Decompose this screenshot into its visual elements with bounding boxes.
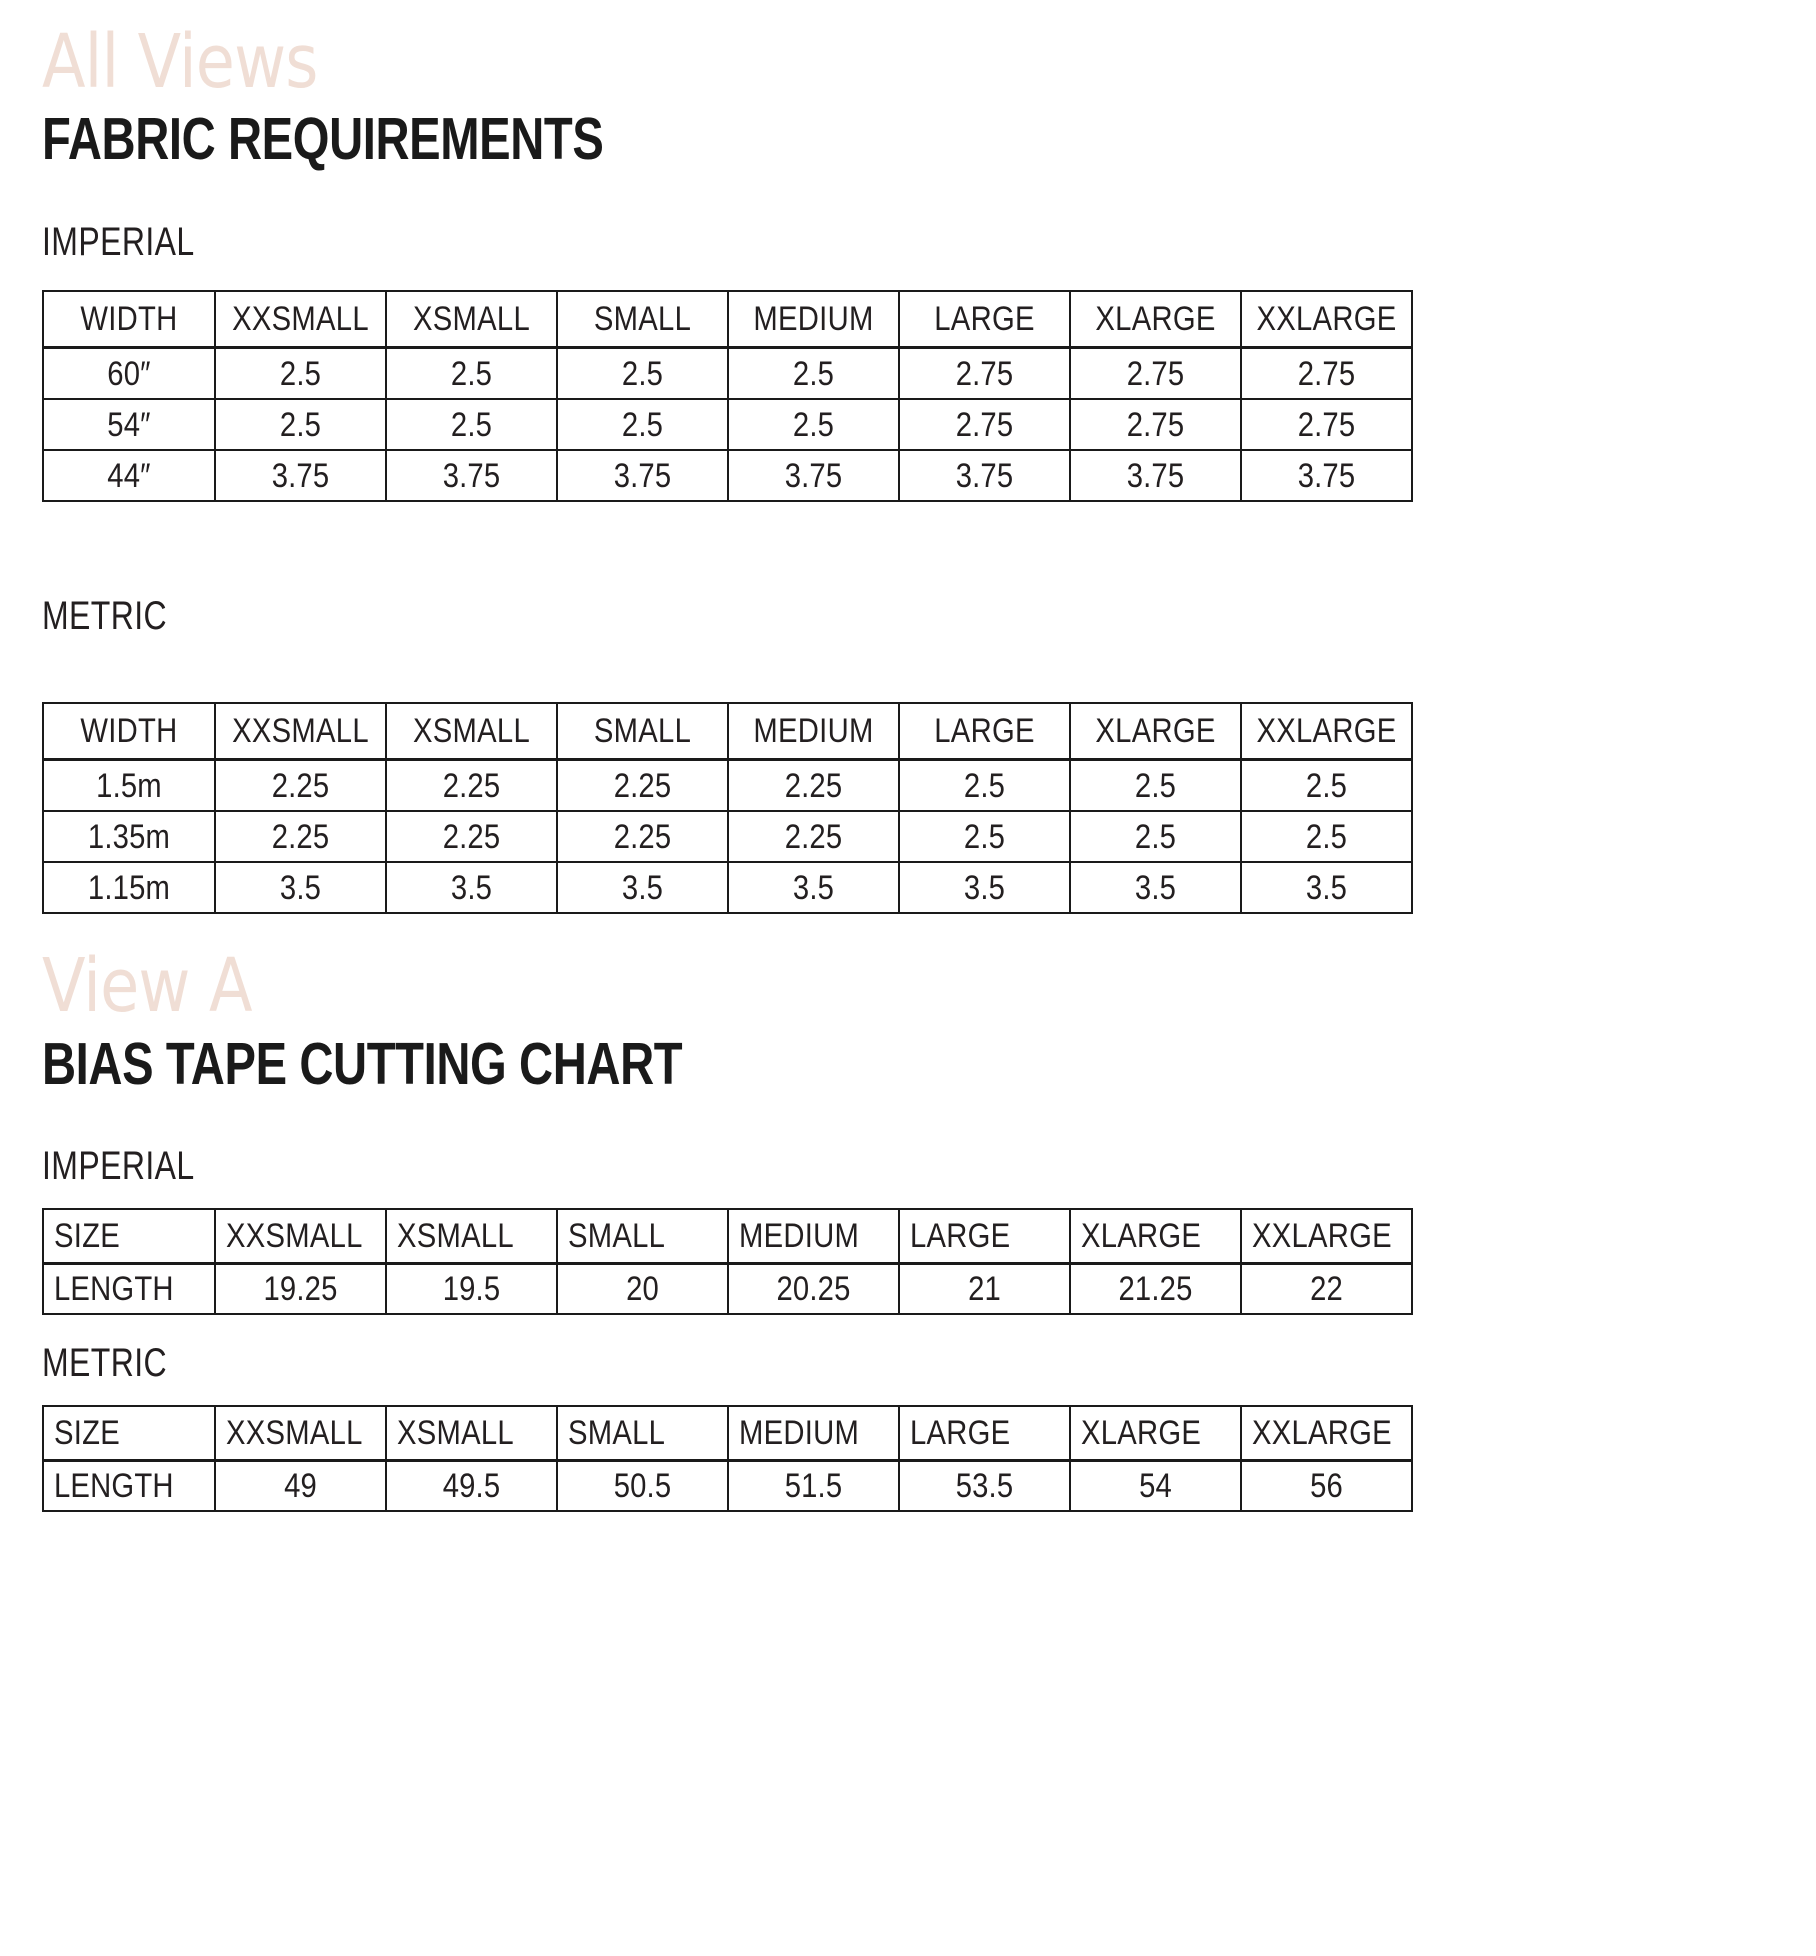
table-row: [43, 399, 1412, 450]
table-cell: 2.5: [386, 348, 557, 400]
table-cell: 2.75: [1070, 348, 1241, 400]
table-cell: 3.5: [215, 862, 386, 913]
table-cell: 3.75: [215, 450, 386, 501]
unit-label-metric-bias: METRIC: [42, 1341, 168, 1385]
table-cell: 3.75: [1070, 450, 1241, 501]
table-cell: 3.75: [1241, 450, 1412, 501]
row-label: 1.35m: [43, 811, 215, 862]
table-cell: 49.5: [386, 1461, 557, 1512]
table-row: [43, 1264, 1412, 1315]
column-header-xxlarge: XXLARGE: [1241, 291, 1412, 348]
column-header-width: WIDTH: [43, 291, 215, 348]
table-cell: 2.25: [215, 811, 386, 862]
unit-label-imperial-bias: IMPERIAL: [42, 1144, 195, 1188]
table-cell: 2.75: [1241, 348, 1412, 400]
table-cell: 2.5: [215, 348, 386, 400]
table-cell: 50.5: [557, 1461, 728, 1512]
column-header-xlarge: XLARGE: [1070, 703, 1241, 760]
column-header-large: LARGE: [899, 1406, 1070, 1461]
table-cell: 2.5: [557, 399, 728, 450]
table-cell: 2.25: [728, 811, 899, 862]
table-header-row: [43, 703, 1412, 760]
table-bias-metric: [42, 1405, 1413, 1512]
table-row: [43, 348, 1412, 400]
table-cell: 53.5: [899, 1461, 1070, 1512]
table-bias-imperial: [42, 1208, 1413, 1315]
table-cell: 19.5: [386, 1264, 557, 1315]
column-header-xxlarge: XXLARGE: [1241, 703, 1412, 760]
row-label: 54″: [43, 399, 215, 450]
table-cell: 2.5: [899, 760, 1070, 812]
table-fabric-metric: [42, 702, 1413, 914]
column-header-xxsmall: XXSMALL: [215, 703, 386, 760]
table-cell: 2.5: [1070, 811, 1241, 862]
column-header-small: SMALL: [557, 1209, 728, 1264]
unit-label-metric-fabric: METRIC: [42, 594, 168, 638]
table-cell: 2.5: [728, 348, 899, 400]
table-cell: 49: [215, 1461, 386, 1512]
column-header-large: LARGE: [899, 1209, 1070, 1264]
table-cell: 2.25: [557, 760, 728, 812]
table-cell: 2.75: [899, 399, 1070, 450]
section-script-heading-all-views: All Views: [42, 19, 318, 105]
table-cell: 3.75: [386, 450, 557, 501]
table-wrapper-bias-imperial: [42, 1208, 1410, 1315]
table-row: [43, 760, 1412, 812]
table-cell: 19.25: [215, 1264, 386, 1315]
table-cell: 2.5: [1241, 811, 1412, 862]
column-header-medium: MEDIUM: [728, 291, 899, 348]
table-cell: 2.25: [215, 760, 386, 812]
table-row: [43, 862, 1412, 913]
table-cell: 3.5: [557, 862, 728, 913]
column-header-small: SMALL: [557, 703, 728, 760]
column-header-xxsmall: XXSMALL: [215, 1209, 386, 1264]
row-label: 1.15m: [43, 862, 215, 913]
column-header-width: WIDTH: [43, 703, 215, 760]
table-cell: 20.25: [728, 1264, 899, 1315]
row-label: 60″: [43, 348, 215, 400]
table-cell: 51.5: [728, 1461, 899, 1512]
row-label-length: LENGTH: [43, 1461, 215, 1512]
table-cell: 3.5: [728, 862, 899, 913]
table-cell: 2.5: [728, 399, 899, 450]
table-cell: 2.5: [557, 348, 728, 400]
section-script-heading-view-a: View A: [42, 943, 252, 1029]
table-row: [43, 1461, 1412, 1512]
row-label: 44″: [43, 450, 215, 501]
table-fabric-imperial: [42, 290, 1413, 502]
column-header-xxlarge: XXLARGE: [1241, 1209, 1412, 1264]
table-header-row: [43, 291, 1412, 348]
column-header-medium: MEDIUM: [728, 703, 899, 760]
column-header-xsmall: XSMALL: [386, 1406, 557, 1461]
column-header-xsmall: XSMALL: [386, 291, 557, 348]
table-cell: 2.5: [1070, 760, 1241, 812]
table-header-row: [43, 1406, 1412, 1461]
column-header-xxsmall: XXSMALL: [215, 1406, 386, 1461]
column-header-medium: MEDIUM: [728, 1209, 899, 1264]
table-header-row: [43, 1209, 1412, 1264]
table-wrapper-bias-metric: [42, 1405, 1410, 1512]
table-cell: 20: [557, 1264, 728, 1315]
table-cell: 2.25: [386, 760, 557, 812]
table-cell: 2.5: [386, 399, 557, 450]
table-cell: 56: [1241, 1461, 1412, 1512]
column-header-large: LARGE: [899, 703, 1070, 760]
table-row: [43, 450, 1412, 501]
table-cell: 3.5: [1241, 862, 1412, 913]
column-header-size: SIZE: [43, 1209, 215, 1264]
table-wrapper-fabric-metric: [42, 702, 1410, 914]
table-cell: 3.5: [386, 862, 557, 913]
column-header-xxsmall: XXSMALL: [215, 291, 386, 348]
column-header-large: LARGE: [899, 291, 1070, 348]
table-cell: 2.25: [728, 760, 899, 812]
table-cell: 3.5: [899, 862, 1070, 913]
table-cell: 2.75: [1241, 399, 1412, 450]
column-header-small: SMALL: [557, 291, 728, 348]
row-label-length: LENGTH: [43, 1264, 215, 1315]
section-title-fabric-requirements: FABRIC REQUIREMENTS: [42, 106, 604, 172]
table-wrapper-fabric-imperial: [42, 290, 1410, 502]
table-cell: 2.5: [899, 811, 1070, 862]
column-header-xxlarge: XXLARGE: [1241, 1406, 1412, 1461]
section-title-bias-tape-cutting-chart: BIAS TAPE CUTTING CHART: [42, 1031, 683, 1097]
column-header-xlarge: XLARGE: [1070, 1406, 1241, 1461]
table-cell: 2.75: [899, 348, 1070, 400]
table-cell: 21: [899, 1264, 1070, 1315]
unit-label-imperial-fabric: IMPERIAL: [42, 220, 195, 264]
table-row: [43, 811, 1412, 862]
table-cell: 3.5: [1070, 862, 1241, 913]
table-cell: 2.25: [557, 811, 728, 862]
row-label: 1.5m: [43, 760, 215, 812]
table-cell: 2.75: [1070, 399, 1241, 450]
table-cell: 2.5: [215, 399, 386, 450]
table-cell: 3.75: [899, 450, 1070, 501]
column-header-small: SMALL: [557, 1406, 728, 1461]
table-cell: 3.75: [728, 450, 899, 501]
column-header-xsmall: XSMALL: [386, 1209, 557, 1264]
column-header-xlarge: XLARGE: [1070, 1209, 1241, 1264]
table-cell: 54: [1070, 1461, 1241, 1512]
column-header-xsmall: XSMALL: [386, 703, 557, 760]
table-cell: 22: [1241, 1264, 1412, 1315]
column-header-medium: MEDIUM: [728, 1406, 899, 1461]
table-cell: 3.75: [557, 450, 728, 501]
table-cell: 2.5: [1241, 760, 1412, 812]
table-cell: 21.25: [1070, 1264, 1241, 1315]
column-header-size: SIZE: [43, 1406, 215, 1461]
table-cell: 2.25: [386, 811, 557, 862]
column-header-xlarge: XLARGE: [1070, 291, 1241, 348]
